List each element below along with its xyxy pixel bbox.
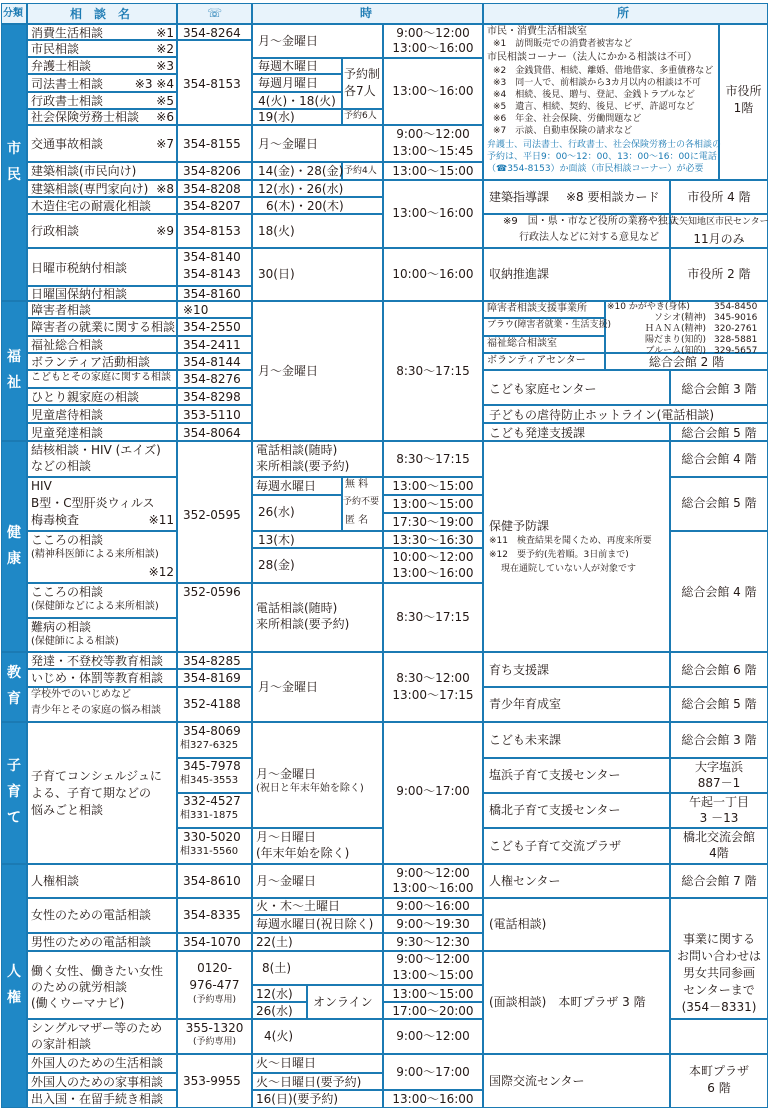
cell-text: 354-1070 [183,935,241,949]
cell-text: ブラウ(障害者就業・生活支援) [487,320,612,330]
cell-text: ※1 訪問販売での消費者被害など [493,39,633,49]
cell-text: 収納推進課 [489,267,550,281]
table-cell [483,441,670,652]
table-cell [1,864,27,1108]
cell-text: 13:00～15:00 [392,987,474,1001]
cell-text: 青少年育成室 [489,697,562,711]
cell-text: 電話相談(随時) [256,601,338,615]
cell-text: 男性のための電話相談 [31,935,152,949]
cell-text: 福祉総合相談室 [487,338,557,349]
cell-text: 行政相談 [31,224,80,238]
cell-text: 午起一丁目 [688,795,749,809]
cell-text: 887－1 [697,776,741,790]
cell-text: ※7 [156,137,174,151]
cell-text: 332-4527 [183,794,241,808]
cell-text: 橋北子育て支援センター [489,803,621,817]
cell-text: 梅毒検査 [31,513,80,527]
header-phone: ☏ [207,6,223,20]
cell-text: 相331-1875 [180,810,239,821]
cell-text: シングルマザー等のため [31,1021,163,1035]
cell-text: 総合会館 7 階 [681,874,757,888]
cell-text: ※10 [183,303,209,317]
category-label: 権 [7,990,21,1006]
cell-text: 子育てコンシェルジュに [31,769,162,783]
cell-text: 毎週水曜日(祝日除く) [256,917,374,931]
category-label: 福 [7,349,21,365]
cell-text: 予約制 [344,67,381,81]
cell-text: こども未来課 [489,733,562,747]
cell-text: 3 －13 [699,811,739,825]
cell-text: (働くウーマナビ) [31,996,125,1010]
cell-text: 建築相談(市民向け) [31,164,137,178]
cell-text: 9:00～16:00 [396,899,470,913]
cell-text: こどもとその家庭に関する相談 [31,372,171,383]
cell-text: 354-8208 [183,182,241,196]
cell-text: ※11 [148,513,174,527]
cell-text: 9:00～12:00 [396,127,470,141]
cell-text: 354-8143 [183,267,241,281]
cell-text: 匿 名 [345,515,369,526]
cell-text: ひとり親家庭の相談 [31,390,140,404]
cell-text: 社会保険労務士相談 [31,110,140,124]
cell-text: 10:00～16:00 [392,267,474,281]
cell-text: 結核相談・HIV (エイズ) [31,443,161,457]
header-place: 所 [617,6,630,20]
cell-text: 塩浜子育て支援センター [489,768,621,782]
cell-text: 総合会館 5 階 [681,426,757,440]
cell-text: 相345-3553 [180,775,239,786]
cell-text: ※12 要予約(先着順。3日前まで) [489,550,629,560]
cell-text: 陽だまり(知的) [644,335,706,345]
cell-text: 17:30～19:00 [392,515,474,529]
cell-text: 354-2550 [183,320,241,334]
cell-text: 13:00～15:00 [392,479,474,493]
cell-text: ※11 検査結果を聞くため、再度来所要 [489,536,652,546]
cell-text: 9:00～12:00 [396,26,470,40]
cell-text: 330-5020 [183,830,241,844]
category-label: 市 [7,140,21,157]
header-name: 相 談 名 [70,7,131,21]
cell-text: 354-8285 [183,654,241,668]
cell-text: 外国人のための家事相談 [31,1075,164,1089]
cell-text: ※6 年金、社会保険、労働問題など [493,114,642,124]
cell-text: 354-8140 [183,250,241,264]
cell-text: 1階 [733,101,754,115]
cell-text: ※1 [156,26,174,40]
cell-text: ボランティア活動相談 [31,355,151,369]
cell-text: 13:00～16:00 [392,84,474,98]
cell-text: 354-2411 [183,338,241,352]
cell-text: 予約4人 [344,166,377,176]
cell-text: 消費生活相談 [31,26,104,40]
cell-text: 13:00～16:00 [392,566,474,580]
cell-text: 345-9016 [714,313,758,323]
cell-text: 火～日曜日(要予約) [256,1075,362,1089]
cell-text: HIV [31,479,52,493]
cell-text: 8:30～12:00 [396,671,470,685]
cell-text: 352-0595 [183,508,241,522]
cell-text: 障害者相談支援事業所 [487,303,587,314]
cell-text: ※5 遺言、相続、契約、後見、ビザ、許認可など [493,102,695,112]
cell-text: 保健予防課 [489,519,550,533]
cell-text: 総合会館 2 階 [648,355,725,369]
category-label: 教 [7,665,21,681]
cell-text: 市役所 [725,84,762,98]
cell-text: 354-8450 [714,302,758,312]
cell-text: 子どもの虐待防止ホットライン(電話相談) [489,408,715,422]
cell-text: 月～金曜日 [258,364,319,378]
cell-text: 市民相談 [31,42,80,56]
cell-text: ※7 示談、自動車保険の請求など [493,126,633,136]
cell-text: 354-8276 [183,372,241,386]
cell-text: 354-8160 [183,287,241,301]
cell-text: オンライン [313,995,373,1009]
category-label: 育 [7,691,21,707]
cell-text: 総合会館 3 階 [681,382,757,396]
cell-text: 4階 [709,846,729,860]
cell-text: 354-8069 [183,724,241,738]
cell-text: 19(水) [258,110,295,124]
cell-text: 12(水)・26(水) [258,182,344,196]
cell-text: 予約は、平日9：00～12：00、13：00～16：00に電話 [487,152,717,162]
cell-text: 学校外でのいじめなど [31,689,131,700]
cell-text: 13:30～16:30 [392,533,474,547]
cell-text: 総合会館 4 階 [681,585,757,599]
cell-text: 354-8335 [183,908,241,922]
cell-text: ※3 同一人で、前相談から3カ月以内の相談は不可 [493,78,701,88]
cell-text: 352-4188 [183,697,241,711]
cell-text: 月～金曜日 [258,137,319,151]
cell-text: ※9 [156,224,174,238]
cell-text: 26(水) [256,1004,293,1018]
category-label: 育 [7,784,21,800]
cell-text: 毎週木曜日 [258,59,319,73]
cell-text: 8:30～17:15 [396,610,470,624]
cell-text: 市役所 2 階 [687,267,751,281]
cell-text: ※2 金銭貸借、相続、離婚、借地借家、多重債務など [493,66,714,76]
cell-text: ※12 [148,565,174,579]
cell-text: 外国人のための生活相談 [31,1056,164,1070]
cell-text: 13:00～16:00 [392,1092,474,1106]
cell-text: こども発達支援課 [489,426,586,440]
cell-text: 28(金) [258,558,295,572]
cell-text: こども子育て交流プラザ [489,839,622,853]
cell-text: 9:00～19:30 [396,917,470,931]
cell-text: 予約不要 [343,497,380,507]
cell-text: 9:00～12:00 [396,952,470,966]
cell-text: 相327-6325 [180,740,239,751]
cell-text: 345-7978 [183,759,241,773]
category-label: 康 [7,550,21,567]
cell-text: 福祉総合相談 [31,338,104,352]
cell-text: 354-8153 [183,224,241,238]
cell-text: 13:00～16:00 [392,206,474,220]
cell-text: 354-8144 [183,355,241,369]
cell-text: (精神科医師による来所相談) [31,549,159,560]
cell-text: 総合会館 3 階 [681,733,757,747]
cell-text: 6 階 [707,1081,731,1095]
cell-text: 本町プラザ [688,1064,749,1078]
cell-text: 17:00～20:00 [392,1004,474,1018]
cell-text: 354-8155 [183,137,241,151]
cell-text: (電話相談) [489,917,547,931]
table-cell [1,441,27,652]
cell-text: 障害者相談 [31,303,92,317]
cell-text: ソシオ(精神) [653,313,706,323]
cell-text: 8(土) [262,961,291,975]
cell-text: 10:00～12:00 [392,550,474,564]
cell-text: ※6 [156,110,174,124]
category-label: て [7,810,21,826]
cell-text: 6(木)・20(木) [266,199,344,213]
cell-text: 13:00～15:45 [392,144,474,158]
cell-text: 女性のための電話相談 [31,908,152,922]
cell-text: 13:00～16:00 [392,881,474,895]
cell-text: 総合会館 5 階 [681,697,757,711]
cell-text: 26(水) [258,505,295,519]
cell-text: 建築相談(専門家向け) [31,182,149,196]
cell-text: (保健師による相談) [31,636,119,647]
cell-text: 329-5657 [714,346,758,356]
cell-text: 9:00～12:00 [396,866,470,880]
cell-text: 総合会館 5 階 [681,496,757,510]
cell-text: 児童発達相談 [31,426,104,440]
cell-text: 13:00～17:15 [392,688,474,702]
cell-text: (保健師などによる来所相談) [31,601,159,612]
cell-text: 無 料 [345,479,369,490]
cell-text: 司法書士相談 [31,77,104,91]
cell-text: 9:30～12:30 [396,935,470,949]
cell-text: 働く女性、働きたい女性 [31,964,164,978]
cell-text: 353-9955 [183,1074,241,1088]
cell-text: 火・木～土曜日 [256,899,341,913]
cell-text: 行政法人などに対する意見など [519,232,659,243]
cell-text: ブルーム(知的) [645,346,706,356]
cell-text: などの相談 [31,459,92,473]
cell-text: 4(火)・18(火) [258,94,336,108]
cell-text: ※9 国・県・市など役所の業務や独立 [503,216,678,227]
cell-text: 12(水) [256,987,293,1001]
cell-text: 来所相談(要予約) [256,617,350,631]
cell-text: センターまで [683,983,755,997]
cell-text: 橋北交流会館 [682,830,755,844]
cell-text: 日曜市税納付相談 [31,261,128,275]
cell-text: 出入国・在留手続き相談 [31,1092,164,1106]
cell-text: 8:30～17:15 [396,364,470,378]
cell-text: 14(金)・28(金) [258,164,344,178]
header-time: 時 [360,6,373,20]
cell-text: 青少年とその家庭の悩み相談 [31,705,161,716]
cell-text: (祝日と年末年始を除く) [256,783,364,794]
cell-text: ※3 [156,59,174,73]
cell-text: 353-5110 [183,408,241,422]
category-label: 人 [7,964,21,980]
header-category: 分類 [3,8,23,19]
cell-text: 事業に関する [682,932,755,946]
cell-text: 障害者の就業に関する相談 [31,320,176,334]
cell-text: B型・C型肝炎ウィルス [31,496,155,510]
cell-text: 行政書士相談 [31,94,104,108]
category-label: 民 [7,166,21,183]
cell-text: 育ち支援課 [489,663,550,677]
cell-text: 悩みごと相談 [31,803,104,817]
cell-text: こころの相談 [31,533,104,547]
cell-text: 大矢知地区市民センター [670,217,769,227]
cell-text: 13:00～16:00 [392,41,474,55]
cell-text: 9:00～12:00 [396,1029,470,1043]
cell-text: 毎週水曜日 [256,479,317,493]
cell-text: 13(木) [258,533,295,547]
cell-text: 市民・消費生活相談室 [487,26,587,37]
cell-text: ※8 要相談カード [566,190,660,204]
cell-text: 現在通院していない人が対象です [501,564,637,574]
cell-text: 日曜国保納付相談 [31,287,128,301]
cell-text: 16(日)(要予約) [256,1092,338,1106]
cell-text: 13:00～15:00 [392,968,474,982]
cell-text: ※4 相続、後見、贈与、登記、金銭トラブルなど [493,90,695,100]
cell-text: 13:00～15:00 [392,164,474,178]
category-label: 健 [7,524,21,541]
cell-text: いじめ・体罰等教育相談 [31,671,164,685]
cell-text: こども家庭センター [489,382,597,396]
table-cell [1,652,27,722]
cell-text: ※3 ※4 [134,77,174,91]
category-label: 子 [7,758,21,774]
cell-text: 8:30～17:15 [396,452,470,466]
cell-text: 320-2761 [714,324,758,334]
table-cell [1,301,27,441]
cell-text: 総合会館 6 階 [681,663,757,677]
cell-text: 354-8207 [183,199,241,213]
cell-text: 11月のみ [693,232,745,246]
cell-text: 30(日) [258,267,295,281]
cell-text: 予約6人 [344,111,377,121]
cell-text: 男女共同参画 [682,966,755,980]
cell-text: 市民相談コーナー（法人にかかる相談は不可） [487,52,697,63]
cell-text: 354-8153 [183,77,241,91]
cell-text: ※10 かがやき(身体) [607,302,690,312]
cell-text: 火～日曜日 [256,1056,317,1070]
cell-text: （☎354-8153）か面談（市民相談コーナー）が必要 [487,164,704,174]
cell-text: 木造住宅の耐震化相談 [31,199,152,213]
cell-text: 弁護士、司法書士、行政書士、社会保険労務士の各相談の [487,140,722,150]
table-cell [670,1019,768,1054]
cell-text: 22(土) [256,935,293,949]
cell-text: 交通事故相談 [31,137,104,151]
cell-text: ※2 [156,42,174,56]
cell-text: 354-8169 [183,671,241,685]
cell-text: 月～金曜日 [258,34,319,48]
cell-text: 月～金曜日 [256,767,317,781]
cell-text: 弁護士相談 [31,59,92,73]
cell-text: 0120- [197,961,232,975]
cell-text: 総合会館 4 階 [681,452,757,466]
cell-text: 354-8610 [183,874,241,888]
cell-text: 毎週月曜日 [258,76,319,90]
cell-text: 9:00～17:00 [396,784,470,798]
category-label: 祉 [7,375,21,391]
cell-text: 各7人 [344,84,376,98]
cell-text: 月～金曜日 [258,680,319,694]
cell-text: 328-5881 [714,335,758,345]
cell-text: 13:00～15:00 [392,497,474,511]
cell-text: 大字塩浜 [694,760,743,774]
cell-text: 児童虐待相談 [31,408,104,422]
table-cell [1,24,27,301]
cell-text: 355-1320 [185,1021,244,1035]
cell-text: 月～日曜日 [256,830,317,844]
cell-text: 354-8064 [183,426,241,440]
cell-text: 9:00～17:00 [396,1065,470,1079]
cell-text: ※5 [156,94,174,108]
cell-text: ※8 [156,182,174,196]
table-cell [383,652,483,722]
cell-text: (354－8331) [681,1000,757,1014]
cell-text: 難病の相談 [31,620,92,634]
cell-text: 市役所 4 階 [687,190,751,204]
cell-text: 354-8298 [183,390,241,404]
cell-text: (年末年始を除く) [256,846,350,860]
cell-text: 人権相談 [31,874,80,888]
cell-text: 月～金曜日 [256,874,317,888]
cell-text: 354-8264 [183,26,241,40]
cell-text: 建築指導課 [489,190,550,204]
cell-text: (予約専用) [192,995,237,1005]
cell-text: 4(火) [264,1029,293,1043]
cell-text: 人権センター [489,874,561,888]
cell-text: こころの相談 [31,585,104,599]
cell-text: 352-0596 [183,585,241,599]
cell-text: お問い合わせは [676,949,761,963]
cell-text: 相331-5560 [180,846,239,857]
cell-text: 電話相談(随時) [256,443,338,457]
cell-text: のための就労相談 [31,980,128,994]
cell-text: 18(火) [258,224,295,238]
cell-text: ボランティアセンター [487,355,586,366]
cell-text: ＨＡＮＡ(精神) [644,324,706,334]
cell-text: の家計相談 [31,1037,92,1051]
cell-text: 来所相談(要予約) [256,459,350,473]
cell-text: 発達・不登校等教育相談 [31,654,164,668]
cell-text: よる、子育て期などの [31,786,152,800]
cell-text: 976-477 [189,978,240,992]
cell-text: (予約専用) [192,1037,237,1047]
cell-text: (面談相談) 本町プラザ 3 階 [489,995,646,1009]
cell-text: 国際交流センター [489,1074,585,1088]
cell-text: 354-8206 [183,164,241,178]
